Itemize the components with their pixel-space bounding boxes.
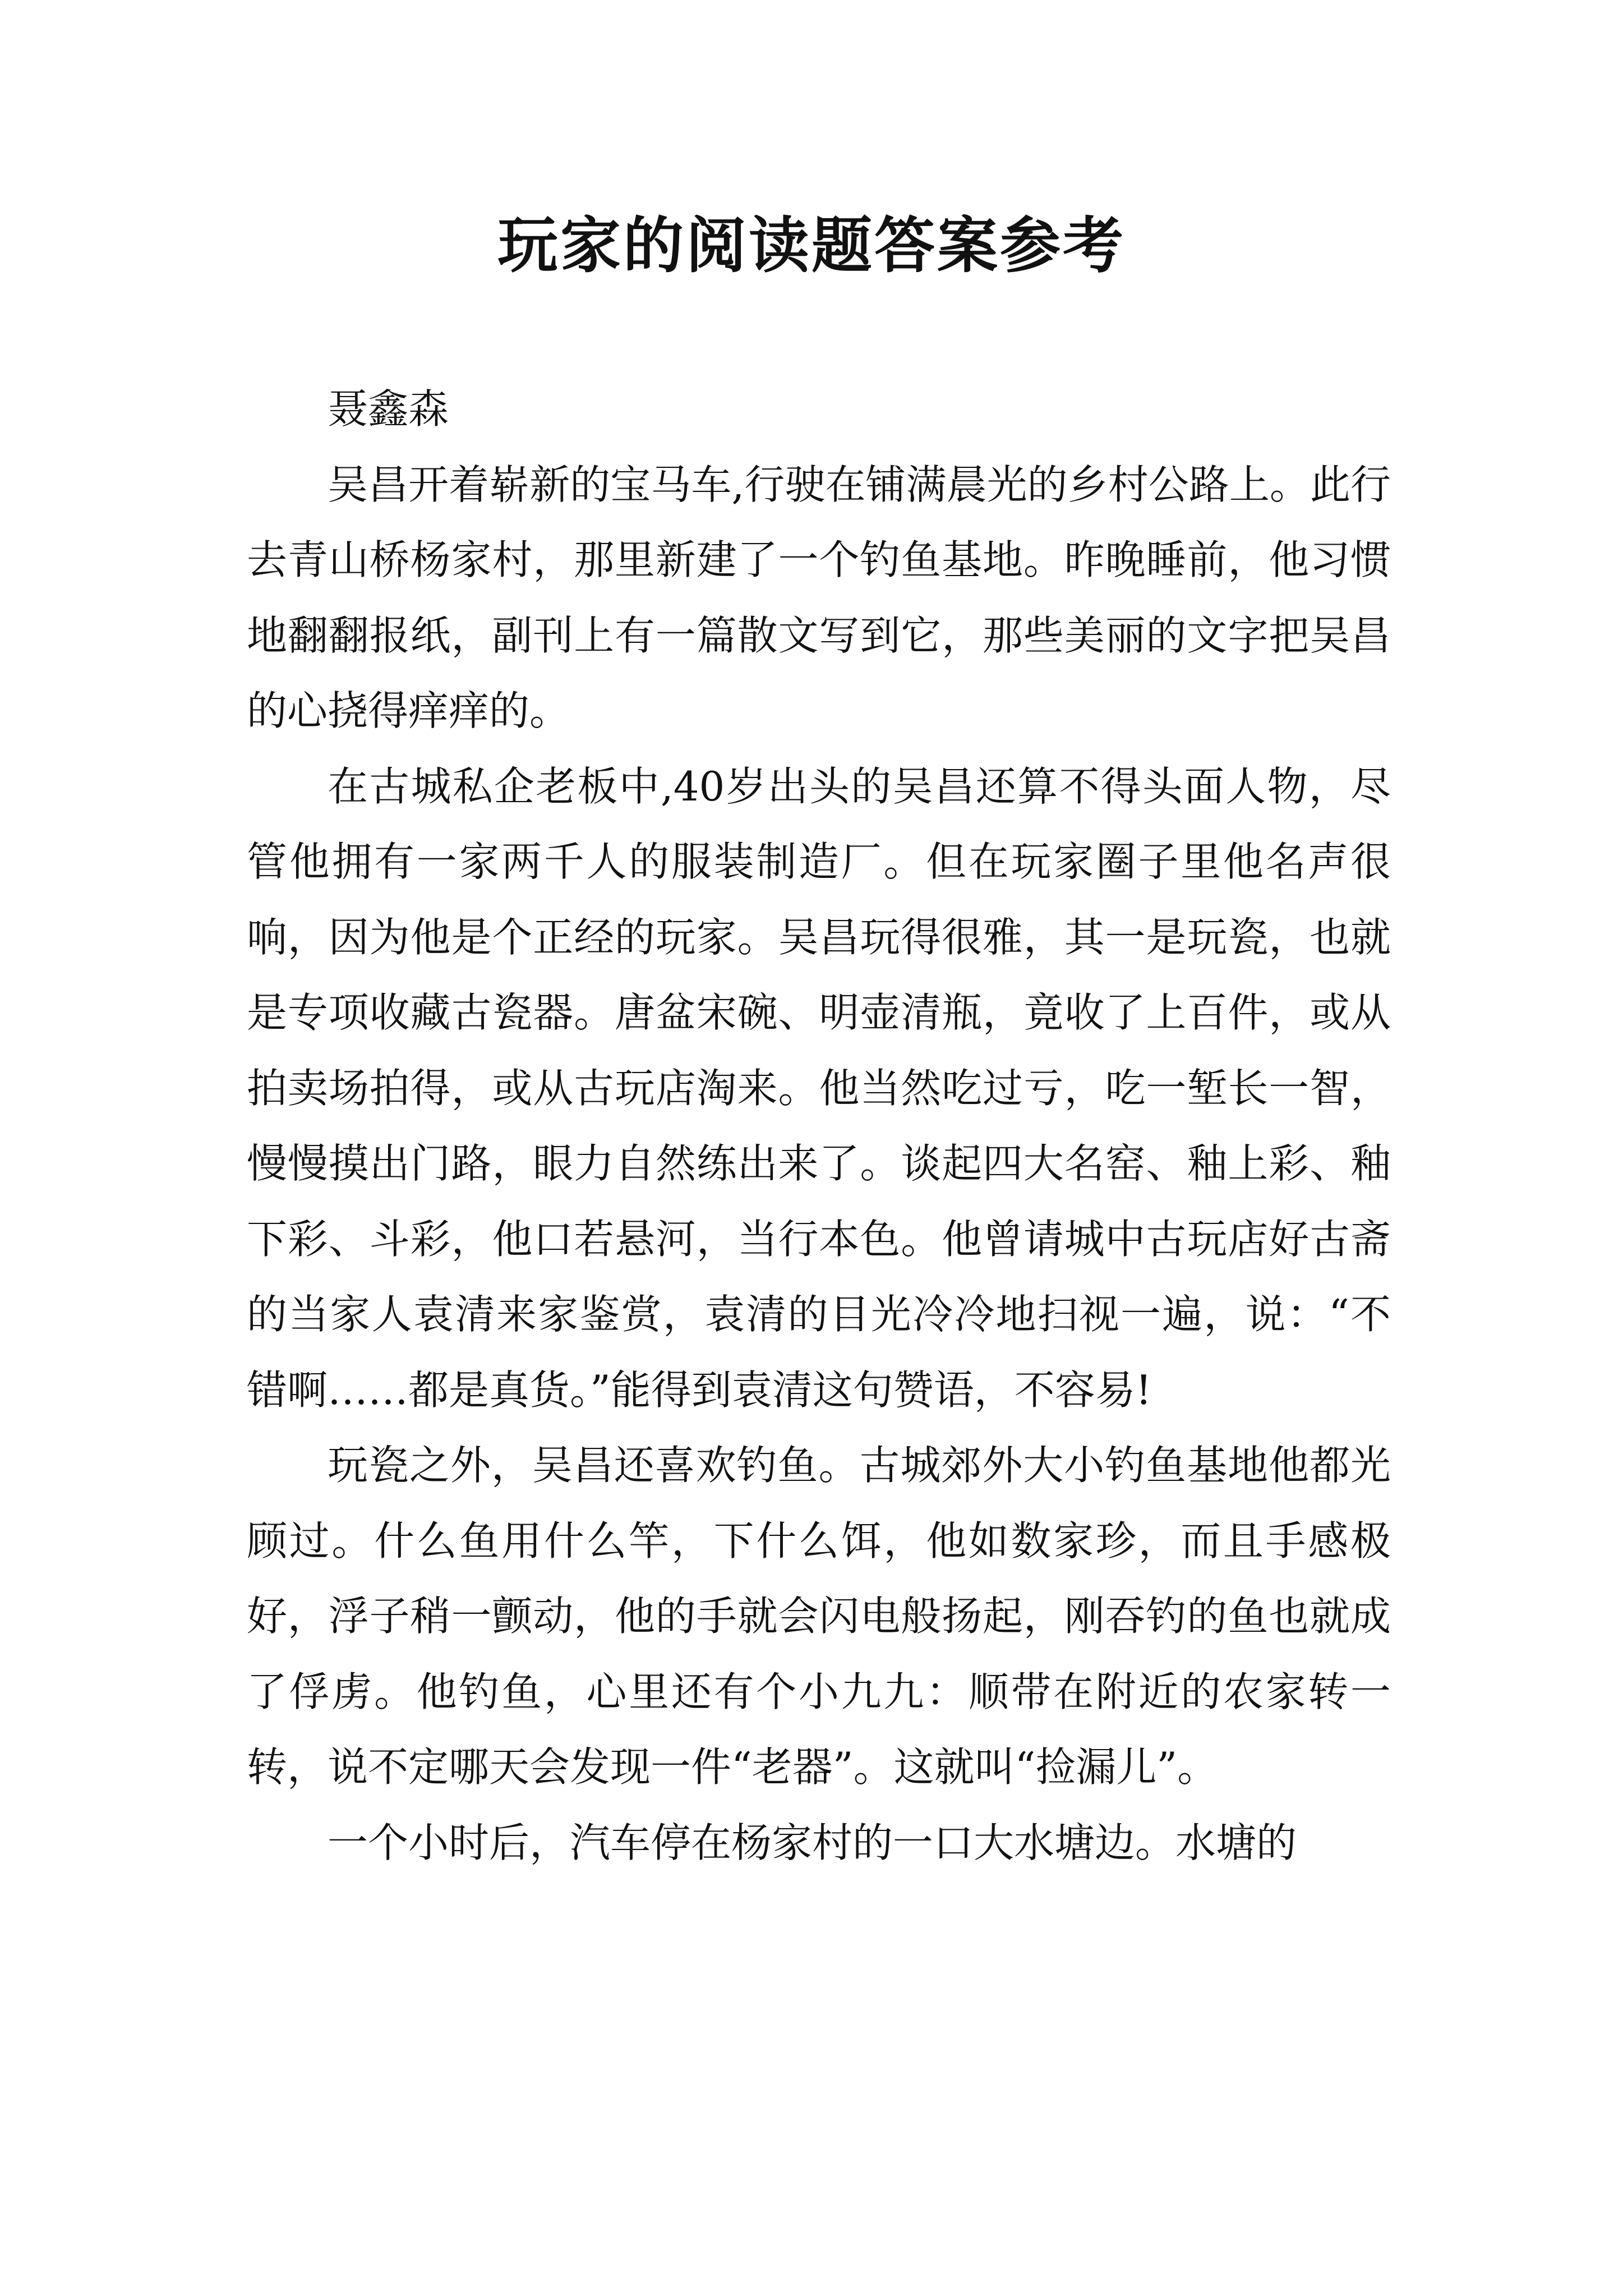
paragraph: 在古城私企老板中,40岁出头的吴昌还算不得头面人物，尽管他拥有一家两千人的服装制造厂。但在玩家圈子里他名声很响，因为他是个正经的玩家。吴昌玩得很雅，其一是玩瓷，也就是专项收藏古瓷器。唐盆宋碗、明壶清瓶，竟收了上百件，或从拍卖场拍得，或从古玩店淘来。他当然吃过亏，吃一堑长一智，慢慢摸出门路，眼力自然练出来了。谈起四大名窑、釉上彩、釉下彩、斗彩，他口若悬河，当行本色。他曾请城中古玩店好古斋的当家人袁清来家鉴赏，袁清的目光冷冷地扫视一遍，说：“不错啊……都是真货。”能得到袁清这句赞语，不容易! <box>247 762 1391 1414</box>
author-line: 聂鑫森 <box>328 385 449 432</box>
document-body <box>247 371 1391 1880</box>
document-title: 玩家的阅读题答案参考 <box>497 210 1126 281</box>
paragraph: 一个小时后，汽车停在杨家村的一口大水塘边。水塘的 <box>328 1819 1297 1866</box>
paragraph: 吴昌开着崭新的宝马车,行驶在铺满晨光的乡村公路上。此行去青山桥杨家村，那里新建了一个钓鱼基地。昨晚睡前，他习惯地翻翻报纸，副刊上有一篇散文写到它，那些美丽的文字把吴昌的心挠得痒痒的。 <box>247 461 1391 734</box>
paragraph: 玩瓷之外，吴昌还喜欢钓鱼。古城郊外大小钓鱼基地他都光顾过。什么鱼用什么竿，下什么饵，他如数家珍，而且手感极好，浮子稍一颤动，他的手就会闪电般扬起，刚吞钓的鱼也就成了俘虏。他钓鱼，心里还有个小九九：顺带在附近的农家转一转，说不定哪天会发现一件“老器”。这就叫“捡漏儿”。 <box>247 1442 1391 1791</box>
